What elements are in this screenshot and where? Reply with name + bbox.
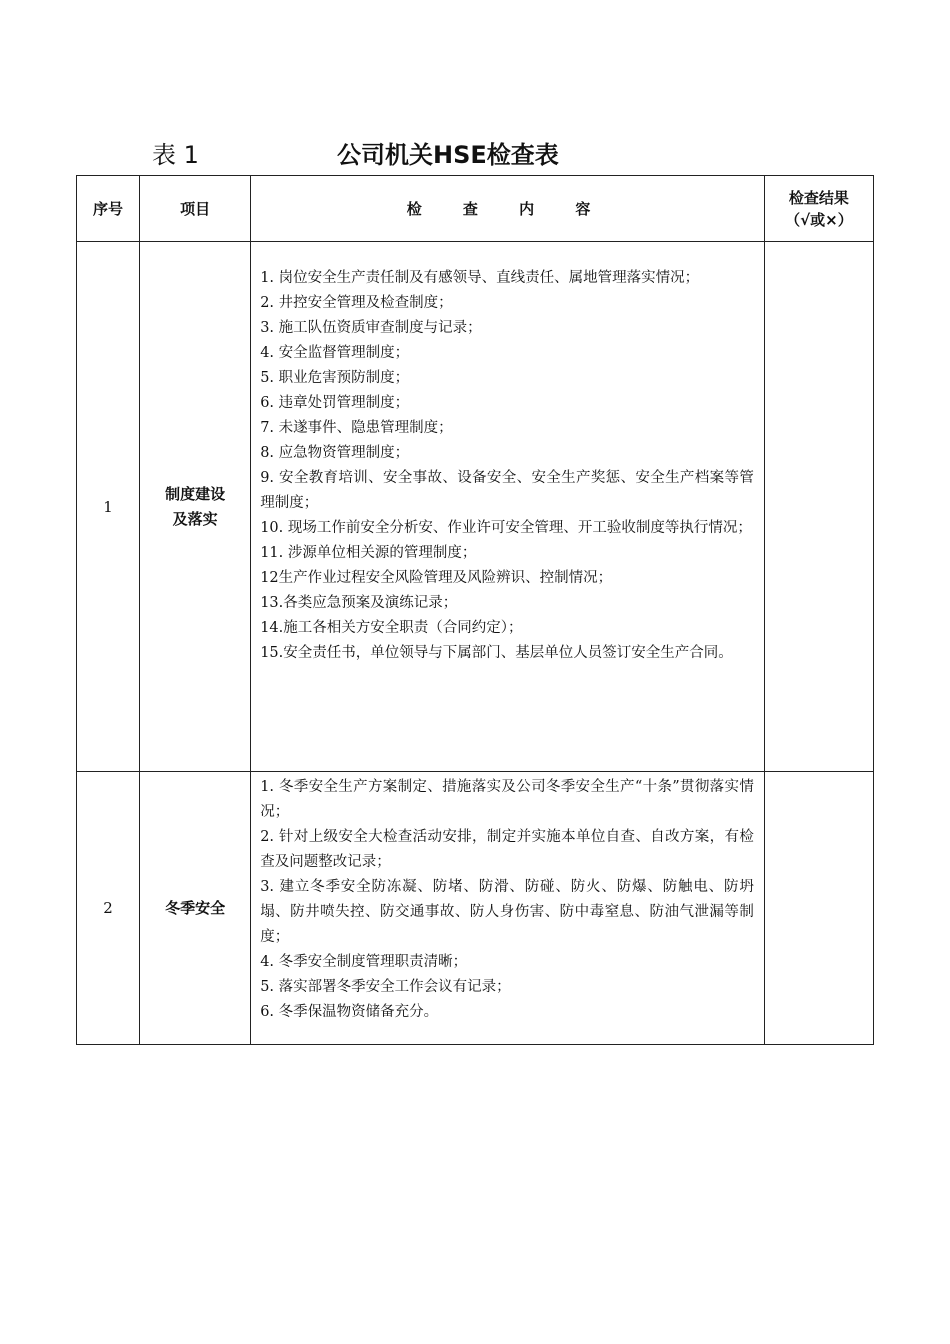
row-item-line2: 及落实 (172, 509, 218, 528)
title-row (0, 133, 950, 173)
check-item: 5. 落实部署冬季安全工作会议有记录； (260, 979, 511, 995)
column-header-seq: 序号 (77, 176, 140, 242)
check-item-list (260, 266, 754, 666)
check-item: 4. 冬季安全制度管理职责清晰； (260, 954, 468, 970)
check-item: 10. 现场工作前安全分析安、作业许可安全管理、开工验收制度等执行情况； (260, 520, 752, 536)
table-label: 表 1 (152, 141, 199, 169)
table-row (77, 772, 874, 1045)
row-result-cell[interactable] (764, 242, 873, 772)
check-item: 14.施工各相关方安全职责（合同约定）； (260, 620, 523, 636)
column-header-result (764, 176, 873, 242)
row-item-line1: 冬季安全 (165, 898, 226, 917)
row-content (251, 242, 765, 772)
check-item: 3. 建立冬季安全防冻凝、防堵、防滑、防碰、防火、防爆、防触电、防坍塌、防井喷失控、防交通事故、防人身伤害、防中毒窒息、防油气泄漏等制度； (260, 879, 754, 945)
check-item: 13.各类应急预案及演练记录； (260, 595, 458, 611)
check-item: 1. 岗位安全生产责任制及有感领导、直线责任、属地管理落实情况； (260, 270, 700, 286)
table-row (77, 242, 874, 772)
row-item-line1: 制度建设 (165, 484, 226, 503)
column-header-result-line2: （√或×） (785, 210, 853, 229)
check-item: 6. 违章处罚管理制度； (260, 395, 410, 411)
check-item: 15.安全责任书，单位领导与下属部门、基层单位人员签订安全生产合同。 (260, 645, 733, 661)
check-item: 4. 安全监督管理制度； (260, 345, 410, 361)
column-header-item: 项目 (140, 176, 251, 242)
check-item: 7. 未遂事件、隐患管理制度； (260, 420, 453, 436)
page-title: 公司机关HSE检查表 (337, 141, 559, 169)
hse-checklist-table (76, 175, 874, 1045)
row-result-cell[interactable] (764, 772, 873, 1045)
check-item: 11. 涉源单位相关源的管理制度； (260, 545, 477, 561)
row-content (251, 772, 765, 1045)
row-seq: 1 (77, 242, 140, 772)
check-item: 9. 安全教育培训、安全事故、设备安全、安全生产奖惩、安全生产档案等管理制度； (260, 470, 754, 511)
check-item: 6. 冬季保温物资储备充分。 (260, 1004, 439, 1020)
check-item: 2. 井控安全管理及检查制度； (260, 295, 453, 311)
check-item: 12生产作业过程安全风险管理及风险辨识、控制情况； (260, 570, 613, 586)
column-header-content: 检 查 内 容 (251, 176, 765, 242)
column-header-result-line1: 检查结果 (788, 188, 849, 207)
row-seq: 2 (77, 772, 140, 1045)
table-header-row (77, 176, 874, 242)
check-item-list (260, 775, 754, 1025)
check-item: 5. 职业危害预防制度； (260, 370, 410, 386)
check-item: 2. 针对上级安全大检查活动安排，制定并实施本单位自查、自改方案，有检查及问题整改记录； (260, 829, 754, 870)
row-item (140, 242, 251, 772)
row-item (140, 772, 251, 1045)
check-item: 1. 冬季安全生产方案制定、措施落实及公司冬季安全生产“十条”贯彻落实情况； (260, 779, 754, 820)
check-item: 8. 应急物资管理制度； (260, 445, 410, 461)
check-item: 3. 施工队伍资质审查制度与记录； (260, 320, 482, 336)
